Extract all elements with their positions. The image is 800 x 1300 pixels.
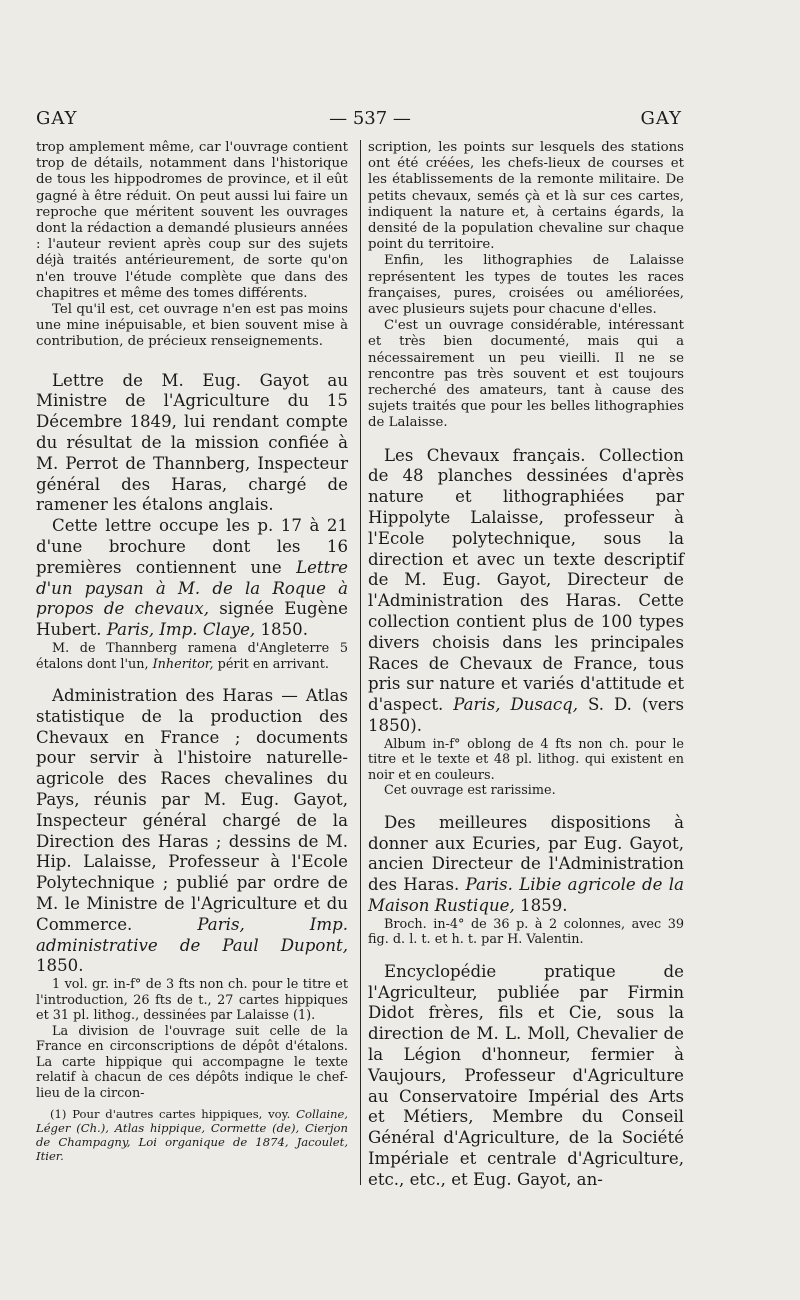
page-number: — 537 — <box>329 108 411 129</box>
header-right-word: GAY <box>640 108 682 129</box>
entry-paragraph: La division de l'ouvrage suit celle de la France en circonscriptions de dépôt d'étalons. La carte hippique qui accompagne le texte relatif à chacun de ces dépôts indique le chef-lieu de la circon- <box>36 1023 348 1101</box>
footnote: (1) Pour d'autres cartes hippiques, voy. Collaine, Léger (Ch.), Atlas hippique, Cormette (de), Cierjon de Champagny, Loi organique de 1874, Jacoulet, Itier. <box>36 1107 348 1164</box>
paragraph: C'est un ouvrage considérable, intéressant et très bien documenté, mais qui a nécessairement un peu vieilli. Il ne se rencontre pas très souvent et est toujours recherché des amateurs, tant à cause des sujets traités que pour les belles lithographies de Lalaisse. <box>368 318 684 431</box>
header-left-word: GAY <box>36 108 78 129</box>
entry-title: Administration des Haras — Atlas statistique de la production des Chevaux en France ; documents pour servir à l'histoire naturelle-agricole des Races chevalines du Pays, réunis par M. Eug. Gayot, Inspecteur général chargé de la Direction des Haras ; dessins de M. Hip. Lalaisse, Professeur à l'Ecole Polytechnique ; publié par ordre de M. le Ministre de l'Agriculture et du Commerce. Paris, Imp. administrative de Paul Dupont, 1850. <box>36 686 348 976</box>
entry-title: Les Chevaux français. Collection de 48 planches dessinées d'après nature et lithographiées par Hippolyte Lalaisse, professeur à l'Ecole polytechnique, sous la direction et avec un texte descriptif de M. Eug. Gayot, Directeur de l'Administration des Haras. Cette collection contient plus de 100 types divers choisis dans les principales Races de Chevaux de France, tous pris sur nature et variés d'attitude et d'aspect. Paris, Dusacq, S. D. (vers 1850). <box>368 445 684 736</box>
paragraph: Enfin, les lithographies de Lalaisse représentent les types de toutes les races françaises, pures, croisées ou améliorées, avec plusieurs sujets pour chacune d'elles. <box>368 253 684 318</box>
entry-description: Broch. in-4° de 36 p. à 2 colonnes, avec 39 fig. d. l. t. et h. t. par H. Valentin. <box>368 916 684 948</box>
column-divider <box>360 140 361 1185</box>
entry-paragraph: Cette lettre occupe les p. 17 à 21 d'une brochure dont les 16 premières contiennent une Lettre d'un paysan à M. de la Roque à propos de chevaux, signée Eugène Hubert. Paris, Imp. Claye, 1850. <box>36 516 348 640</box>
entry-note: Cet ouvrage est rarissime. <box>384 783 556 799</box>
right-column <box>368 140 684 1191</box>
entry-title: Encyclopédie pratique de l'Agriculteur, publiée par Firmin Didot frères, fils et Cie, sous la direction de M. L. Moll, Chevalier de la Légion d'honneur, fermier à Vaujours, Professeur d'Agriculture au Conservatoire Impérial des Arts et Métiers, Membre du Conseil Général d'Agriculture, de la Société Impériale et centrale d'Agriculture, etc., etc., et Eug. Gayot, an- <box>368 961 684 1189</box>
entry-description: Album in-f° oblong de 4 fts non ch. pour le titre et le texte et 48 pl. lithog. qui existent en noir et en couleurs. <box>368 736 684 783</box>
entry-description: 1 vol. gr. in-f° de 3 fts non ch. pour le titre et l'introduction, 26 fts de t., 27 cartes hippiques et 31 pl. lithog., dessinées par Lalaisse (1). <box>36 977 348 1024</box>
paragraph: Tel qu'il est, cet ouvrage n'en est pas moins une mine inépuisable, et bien souvent mise à contribution, de précieux renseignements. <box>36 302 348 350</box>
left-column <box>36 140 348 1163</box>
entry-title: Des meilleures dispositions à donner aux Ecuries, par Eug. Gayot, ancien Directeur de l'Administration des Haras. Paris. Libie agricole de la Maison Rustique, 1859. <box>368 812 684 915</box>
paragraph: trop amplement même, car l'ouvrage contient trop de détails, notamment dans l'historique de tous les hippodromes de province, et il eût gagné à être réduit. On peut aussi lui faire un reproche que méritent souvent les ouvrages dont la rédaction a demandé plusieurs années : l'auteur revient après coup sur des sujets déjà traités antérieurement, de sorte qu'on n'en trouve l'étude complète que dans des chapitres et même des tomes différents. <box>36 140 348 301</box>
entry-note: M. de Thannberg ramena d'Angleterre 5 étalons dont l'un, Inheritor, périt en arrivant. <box>36 641 348 672</box>
paragraph: scription, les points sur lesquels des stations ont été créées, les chefs-lieux de courses et les établissements de la remonte militaire. De petits chevaux, semés çà et là sur ces cartes, indiquent la nature et, à certains égards, la densité de la population chevaline sur chaque point du territoire. <box>368 140 684 253</box>
entry-title: Lettre de M. Eug. Gayot au Ministre de l'Agriculture du 15 Décembre 1849, lui rendant compte du résultat de la mission confiée à M. Perrot de Thannberg, Inspecteur général des Haras, chargé de ramener les étalons anglais. <box>36 370 348 515</box>
running-header <box>0 108 800 138</box>
